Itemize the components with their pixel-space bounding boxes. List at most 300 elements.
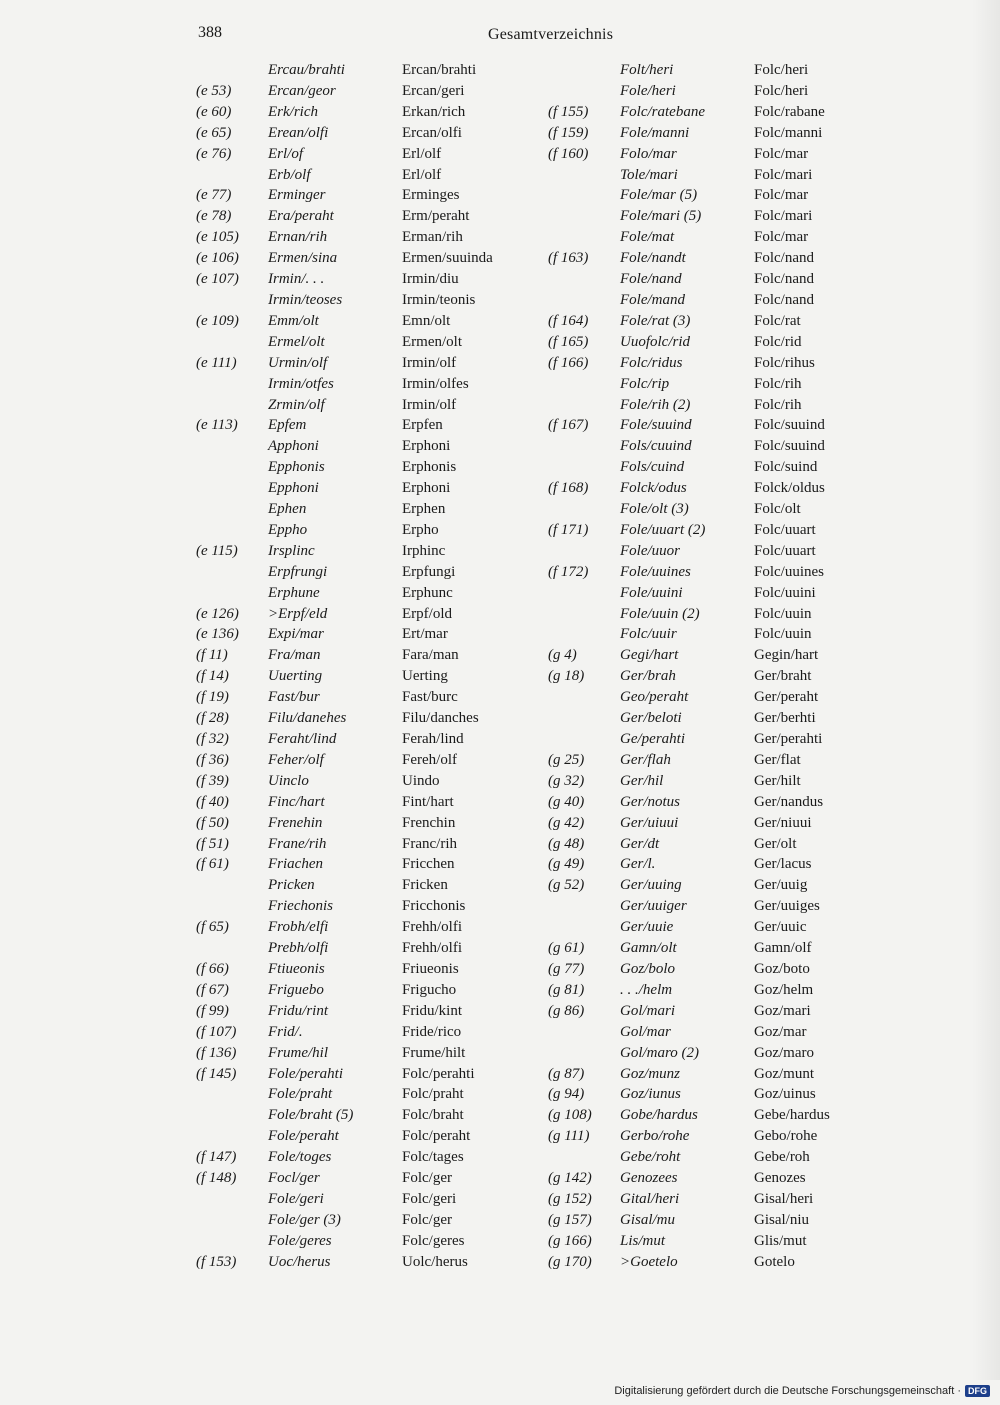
index-entry (196, 478, 536, 499)
entry-form: Fole/mat (620, 229, 675, 246)
index-entry (196, 604, 536, 625)
entry-form: Feher/olf (268, 751, 324, 768)
entry-reference: (g 142) (548, 1170, 592, 1187)
entry-normalized: Fricchen (402, 856, 455, 873)
entry-form: Gamn/olt (620, 940, 677, 957)
entry-form: Focl/ger (268, 1170, 320, 1187)
entry-form: Ger/beloti (620, 710, 682, 727)
entry-reference: (g 108) (548, 1107, 592, 1124)
index-entry (548, 165, 868, 186)
entry-form: Fole/geri (268, 1190, 324, 1207)
entry-normalized: Folc/uuin (754, 626, 812, 643)
entry-normalized: Folc/ger (402, 1170, 452, 1187)
entry-normalized: Ermen/suuinda (402, 250, 493, 267)
entry-reference: (g 152) (548, 1190, 592, 1207)
index-entry (196, 206, 536, 227)
index-entry (196, 1001, 536, 1022)
index-entry (548, 415, 868, 436)
index-entry (196, 938, 536, 959)
index-entry (196, 959, 536, 980)
entry-normalized: Gebe/roh (754, 1149, 810, 1166)
index-entry (548, 813, 868, 834)
entry-form: Uuerting (268, 668, 323, 685)
entry-normalized: Folc/suuind (754, 438, 825, 455)
entry-normalized: Ger/lacus (754, 856, 812, 873)
entry-form: Gegi/hart (620, 647, 679, 664)
entry-normalized: Erpf/old (402, 605, 452, 622)
entry-reference: (f 39) (196, 772, 229, 789)
index-entry (196, 583, 536, 604)
index-entry (196, 1168, 536, 1189)
entry-normalized: Frigucho (402, 981, 457, 998)
entry-normalized: Glis/mut (754, 1232, 807, 1249)
dfg-logo-icon: DFG (965, 1385, 990, 1397)
index-entry (548, 854, 868, 875)
entry-reference: (g 48) (548, 835, 585, 852)
entry-normalized: Erm/peraht (402, 208, 470, 225)
index-entry (548, 1022, 868, 1043)
entry-form: Tole/mari (620, 166, 678, 183)
index-entry (196, 1084, 536, 1105)
index-entry (548, 1252, 868, 1273)
entry-form: Friguebo (268, 981, 324, 998)
entry-normalized: Fast/burc (402, 689, 458, 706)
entry-form: Ger/flah (620, 751, 671, 768)
entry-reference: (f 14) (196, 668, 229, 685)
index-entry (548, 206, 868, 227)
entry-reference: (e 109) (196, 312, 239, 329)
index-entry (196, 332, 536, 353)
entry-form: Feraht/lind (268, 731, 337, 747)
entry-normalized: Folc/heri (754, 82, 809, 99)
index-entry (196, 1252, 536, 1273)
entry-reference: (f 136) (196, 1044, 237, 1061)
entry-normalized: Uindo (402, 772, 440, 789)
entry-normalized: Erphoni (402, 438, 451, 455)
index-entry (196, 499, 536, 520)
entry-reference: (f 163) (548, 250, 589, 267)
entry-form: Fole/uuini (620, 584, 683, 601)
index-entry (548, 353, 868, 374)
entry-normalized: Irmin/olf (402, 396, 457, 413)
entry-form: Ercau/brahti (268, 62, 345, 78)
entry-form: Ernan/rih (268, 229, 328, 246)
entry-form: Ge/perahti (620, 731, 685, 747)
index-entry (196, 813, 536, 834)
entry-reference: (g 81) (548, 981, 585, 998)
entry-normalized: Goz/boto (754, 960, 810, 977)
entry-reference: (e 65) (196, 124, 232, 141)
index-entry (548, 666, 868, 687)
index-entry (196, 457, 536, 478)
entry-form: Irmin/teoses (268, 291, 343, 308)
index-entry (196, 896, 536, 917)
entry-reference: (f 28) (196, 710, 229, 727)
entry-normalized: Folc/geri (402, 1190, 457, 1207)
entry-normalized: Fride/rico (402, 1023, 462, 1040)
entry-normalized: Erphoni (402, 480, 451, 497)
entry-reference: (f 171) (548, 521, 589, 538)
entry-normalized: Folc/rid (754, 333, 802, 350)
entry-form: Irmin/. . . (268, 271, 325, 288)
index-entry (548, 1189, 868, 1210)
entry-normalized: Folc/mar (754, 187, 809, 204)
entry-normalized: Folc/uuines (754, 563, 824, 580)
index-entry (196, 1210, 536, 1231)
index-entry (196, 290, 536, 311)
entry-normalized: Erphunc (402, 584, 453, 601)
index-entry (196, 1126, 536, 1147)
entry-form: Fole/nand (620, 271, 682, 288)
entry-normalized: Folc/mar (754, 145, 809, 162)
entry-normalized: Erpfen (402, 417, 443, 434)
index-entry (196, 708, 536, 729)
entry-form: Fole/rih (2) (620, 396, 691, 413)
entry-normalized: Erkan/rich (402, 103, 466, 120)
entry-reference: (g 4) (548, 647, 577, 664)
entry-reference: (f 107) (196, 1023, 237, 1040)
entry-form: Geo/peraht (620, 689, 689, 706)
entry-reference: (f 172) (548, 563, 589, 580)
entry-form: Ephen (268, 501, 307, 518)
page-number: 388 (198, 24, 222, 41)
entry-form: Lis/mut (620, 1232, 666, 1249)
entry-normalized: Irmin/olfes (402, 375, 469, 392)
index-entry (196, 60, 536, 81)
entry-reference: (f 99) (196, 1002, 229, 1019)
entry-reference: (e 106) (196, 250, 239, 267)
entry-reference: (f 11) (196, 647, 228, 664)
entry-form: Fole/heri (620, 82, 676, 99)
entry-normalized: Filu/danches (402, 710, 479, 727)
index-entry (548, 687, 868, 708)
entry-normalized: Erl/olf (402, 166, 442, 183)
index-entry (196, 729, 536, 750)
entry-form: Fole/uuart (2) (620, 521, 706, 538)
entry-reference: (g 86) (548, 1002, 585, 1019)
entry-normalized: Ger/olt (754, 835, 797, 852)
entry-reference: (e 107) (196, 271, 239, 288)
index-entry (548, 938, 868, 959)
entry-form: Ger/hil (620, 772, 664, 789)
entry-normalized: Ferah/lind (402, 731, 464, 747)
entry-reference: (f 168) (548, 480, 589, 497)
entry-form: Uoc/herus (268, 1253, 331, 1270)
entry-normalized: Fereh/olf (402, 751, 457, 768)
entry-normalized: Folc/rabane (754, 103, 825, 120)
entry-reference: (e 78) (196, 208, 232, 225)
entry-reference: (f 147) (196, 1149, 237, 1166)
index-entry (548, 604, 868, 625)
index-entry (196, 415, 536, 436)
entry-normalized: Fint/hart (402, 793, 454, 810)
entry-reference: (f 67) (196, 981, 229, 998)
entry-form: Ger/uuie (620, 919, 674, 936)
entry-form: . . ./helm (620, 981, 673, 998)
entry-form: Goz/bolo (620, 960, 676, 977)
entry-form: Folt/heri (620, 62, 674, 78)
index-entry (548, 499, 868, 520)
entry-reference: (e 136) (196, 626, 239, 643)
entry-form: Zrmin/olf (268, 396, 325, 413)
index-entry (196, 750, 536, 771)
entry-form: Fole/uuines (620, 563, 691, 580)
index-entry (548, 1126, 868, 1147)
entry-reference: (e 126) (196, 605, 239, 622)
index-entry (548, 1147, 868, 1168)
entry-form: Gebe/roht (620, 1149, 681, 1166)
entry-reference: (f 166) (548, 354, 589, 371)
entry-form: Fole/suuind (620, 417, 692, 434)
entry-form: Fole/perahti (268, 1065, 343, 1082)
index-entry (196, 645, 536, 666)
entry-form: Folc/ridus (620, 354, 683, 371)
index-entry (196, 102, 536, 123)
entry-reference: (f 66) (196, 960, 229, 977)
entry-normalized: Fridu/kint (402, 1002, 463, 1019)
entry-normalized: Erpho (402, 521, 439, 538)
entry-form: Erminger (268, 187, 326, 204)
index-entry (548, 311, 868, 332)
entry-reference: (f 159) (548, 124, 589, 141)
entry-reference: (f 165) (548, 333, 589, 350)
entry-form: Fole/peraht (268, 1128, 339, 1145)
index-entry (548, 332, 868, 353)
index-entry (196, 1043, 536, 1064)
entry-normalized: Folc/nand (754, 291, 814, 308)
index-entry (196, 875, 536, 896)
footer-text: Digitalisierung gefördert durch die Deutsche Forschungsgemeinschaft · (614, 1385, 961, 1397)
entry-normalized: Gisal/niu (754, 1211, 809, 1228)
entry-normalized: Folc/rih (754, 375, 802, 392)
right-index-column (548, 60, 868, 1273)
entry-normalized: Folc/ger (402, 1211, 452, 1228)
entry-normalized: Irphinc (402, 542, 446, 559)
entry-normalized: Irmin/teonis (402, 291, 476, 308)
index-entry (548, 624, 868, 645)
entry-normalized: Ercan/geri (402, 82, 465, 99)
entry-form: Folc/ratebane (620, 103, 705, 120)
entry-form: Fridu/rint (268, 1002, 329, 1019)
entry-normalized: Folc/praht (402, 1086, 464, 1103)
entry-reference: (f 51) (196, 835, 229, 852)
entry-normalized: Erl/olf (402, 145, 442, 162)
entry-form: Epphonis (268, 459, 325, 476)
index-entry (196, 436, 536, 457)
entry-normalized: Folc/nand (754, 271, 814, 288)
entry-reference: (e 53) (196, 82, 232, 99)
entry-form: Genozees (620, 1170, 678, 1187)
entry-form: Gital/heri (620, 1190, 680, 1207)
entry-form: Fole/uuin (2) (620, 605, 700, 622)
index-entry (548, 875, 868, 896)
entry-normalized: Folc/rih (754, 396, 802, 413)
entry-normalized: Folc/peraht (402, 1128, 471, 1145)
entry-form: Ger/uuing (620, 877, 682, 894)
entry-normalized: Folc/uuart (754, 521, 816, 538)
entry-reference: (g 61) (548, 940, 585, 957)
index-entry (196, 520, 536, 541)
entry-normalized: Irmin/diu (402, 271, 459, 288)
index-entry (548, 1168, 868, 1189)
entry-form: Gobe/hardus (620, 1107, 698, 1124)
entry-form: Ger/uuiger (620, 898, 687, 915)
entry-form: Frane/rih (268, 835, 327, 852)
entry-normalized: Gotelo (754, 1253, 795, 1270)
entry-form: Fole/braht (5) (268, 1107, 354, 1124)
entry-form: Folo/mar (620, 145, 677, 162)
index-entry (548, 729, 868, 750)
entry-form: Prebh/olfi (268, 940, 329, 957)
entry-normalized: Folck/oldus (754, 480, 825, 497)
index-entry (196, 1147, 536, 1168)
index-entry (196, 1231, 536, 1252)
index-entry (548, 227, 868, 248)
left-index-column (196, 60, 536, 1273)
index-entry (196, 165, 536, 186)
entry-normalized: Friueonis (402, 960, 459, 977)
entry-form: Erb/olf (268, 166, 311, 183)
index-entry (548, 269, 868, 290)
index-entry (196, 771, 536, 792)
entry-form: Fole/praht (268, 1086, 333, 1103)
entry-form: Urmin/olf (268, 354, 328, 371)
entry-reference: (f 36) (196, 751, 229, 768)
entry-reference: (f 61) (196, 856, 229, 873)
entry-form: Eppho (268, 521, 308, 538)
entry-form: Fast/bur (268, 689, 320, 706)
entry-normalized: Gebe/hardus (754, 1107, 830, 1124)
entry-normalized: Folc/tages (402, 1149, 464, 1166)
index-entry (196, 395, 536, 416)
index-entry (548, 834, 868, 855)
entry-form: Fole/geres (268, 1232, 332, 1249)
entry-form: Apphoni (268, 438, 319, 455)
index-entry (196, 123, 536, 144)
index-entry (548, 374, 868, 395)
entry-normalized: Goz/munt (754, 1065, 814, 1082)
entry-normalized: Gamn/olf (754, 940, 812, 957)
entry-reference: (e 77) (196, 187, 232, 204)
entry-reference: (g 111) (548, 1128, 590, 1145)
index-entry (196, 374, 536, 395)
entry-normalized: Erman/rih (402, 229, 463, 246)
entry-normalized: Fara/man (402, 647, 459, 664)
entry-reference: (g 87) (548, 1065, 585, 1082)
index-entry (548, 185, 868, 206)
entry-reference: (g 166) (548, 1232, 592, 1249)
entry-reference: (f 164) (548, 312, 589, 329)
index-entry (548, 708, 868, 729)
index-entry (548, 520, 868, 541)
entry-form: Erean/olfi (268, 124, 329, 141)
entry-form: Emm/olt (268, 312, 319, 329)
entry-reference: (f 167) (548, 417, 589, 434)
index-entry (548, 771, 868, 792)
entry-reference: (g 170) (548, 1253, 592, 1270)
entry-normalized: Folc/geres (402, 1232, 465, 1249)
entry-normalized: Ger/berhti (754, 710, 816, 727)
entry-form: Ger/l. (620, 856, 656, 873)
index-entry (196, 269, 536, 290)
index-entry (196, 311, 536, 332)
entry-form: Ermel/olt (268, 333, 325, 350)
entry-normalized: Genozes (754, 1170, 806, 1187)
index-entry (548, 1001, 868, 1022)
entry-form: Fole/manni (620, 124, 690, 141)
entry-normalized: Folc/olt (754, 501, 801, 518)
entry-normalized: Ger/uuiges (754, 898, 820, 915)
entry-form: Gol/maro (2) (620, 1044, 700, 1061)
index-entry (196, 248, 536, 269)
entry-reference: (e 111) (196, 354, 237, 371)
entry-normalized: Folc/suuind (754, 417, 825, 434)
index-entry (196, 227, 536, 248)
entry-normalized: Erphen (402, 501, 446, 518)
entry-form: Gisal/mu (620, 1211, 676, 1228)
index-entry (548, 123, 868, 144)
index-entry (548, 562, 868, 583)
entry-reference: (e 60) (196, 103, 232, 120)
entry-reference: (g 157) (548, 1211, 592, 1228)
entry-form: Fole/mar (5) (620, 187, 698, 204)
entry-reference: (g 52) (548, 877, 585, 894)
index-entry (196, 1022, 536, 1043)
entry-reference: (f 155) (548, 103, 589, 120)
entry-normalized: Folc/uuini (754, 584, 816, 601)
index-entry (196, 1105, 536, 1126)
entry-form: Erk/rich (268, 103, 318, 120)
entry-form: Epfem (268, 417, 307, 434)
index-entry (548, 959, 868, 980)
entry-normalized: Gebo/rohe (754, 1128, 818, 1145)
index-entry (548, 144, 868, 165)
entry-reference: (f 65) (196, 919, 229, 936)
index-entry (548, 541, 868, 562)
index-entry (548, 81, 868, 102)
entry-form: Frume/hil (268, 1044, 328, 1061)
entry-form: Fole/nandt (620, 250, 686, 267)
entry-normalized: Ger/flat (754, 751, 801, 768)
index-entry (548, 1084, 868, 1105)
entry-normalized: Folc/perahti (402, 1065, 475, 1082)
entry-normalized: Folc/manni (754, 124, 823, 141)
entry-form: Pricken (268, 877, 315, 894)
entry-reference: (f 32) (196, 731, 229, 747)
entry-normalized: Gisal/heri (754, 1190, 814, 1207)
entry-form: Friechonis (268, 898, 333, 915)
entry-form: Folc/rip (620, 375, 670, 392)
entry-reference: (f 50) (196, 814, 229, 831)
index-entry (196, 1189, 536, 1210)
entry-form: Erpfrungi (268, 563, 328, 580)
index-entry (196, 687, 536, 708)
entry-form: Fols/cuind (620, 459, 685, 476)
entry-normalized: Ger/peraht (754, 689, 819, 706)
running-head: Gesamtverzeichnis (488, 26, 614, 43)
index-entry (196, 792, 536, 813)
entry-form: Uinclo (268, 772, 309, 789)
index-entry (548, 60, 868, 81)
entry-form: Gol/mari (620, 1002, 676, 1019)
entry-normalized: Ger/niuui (754, 814, 812, 831)
index-entry (548, 1231, 868, 1252)
index-entry (548, 645, 868, 666)
index-entry (548, 583, 868, 604)
index-entry (196, 185, 536, 206)
entry-reference: (f 148) (196, 1170, 237, 1187)
entry-reference: (g 49) (548, 856, 585, 873)
